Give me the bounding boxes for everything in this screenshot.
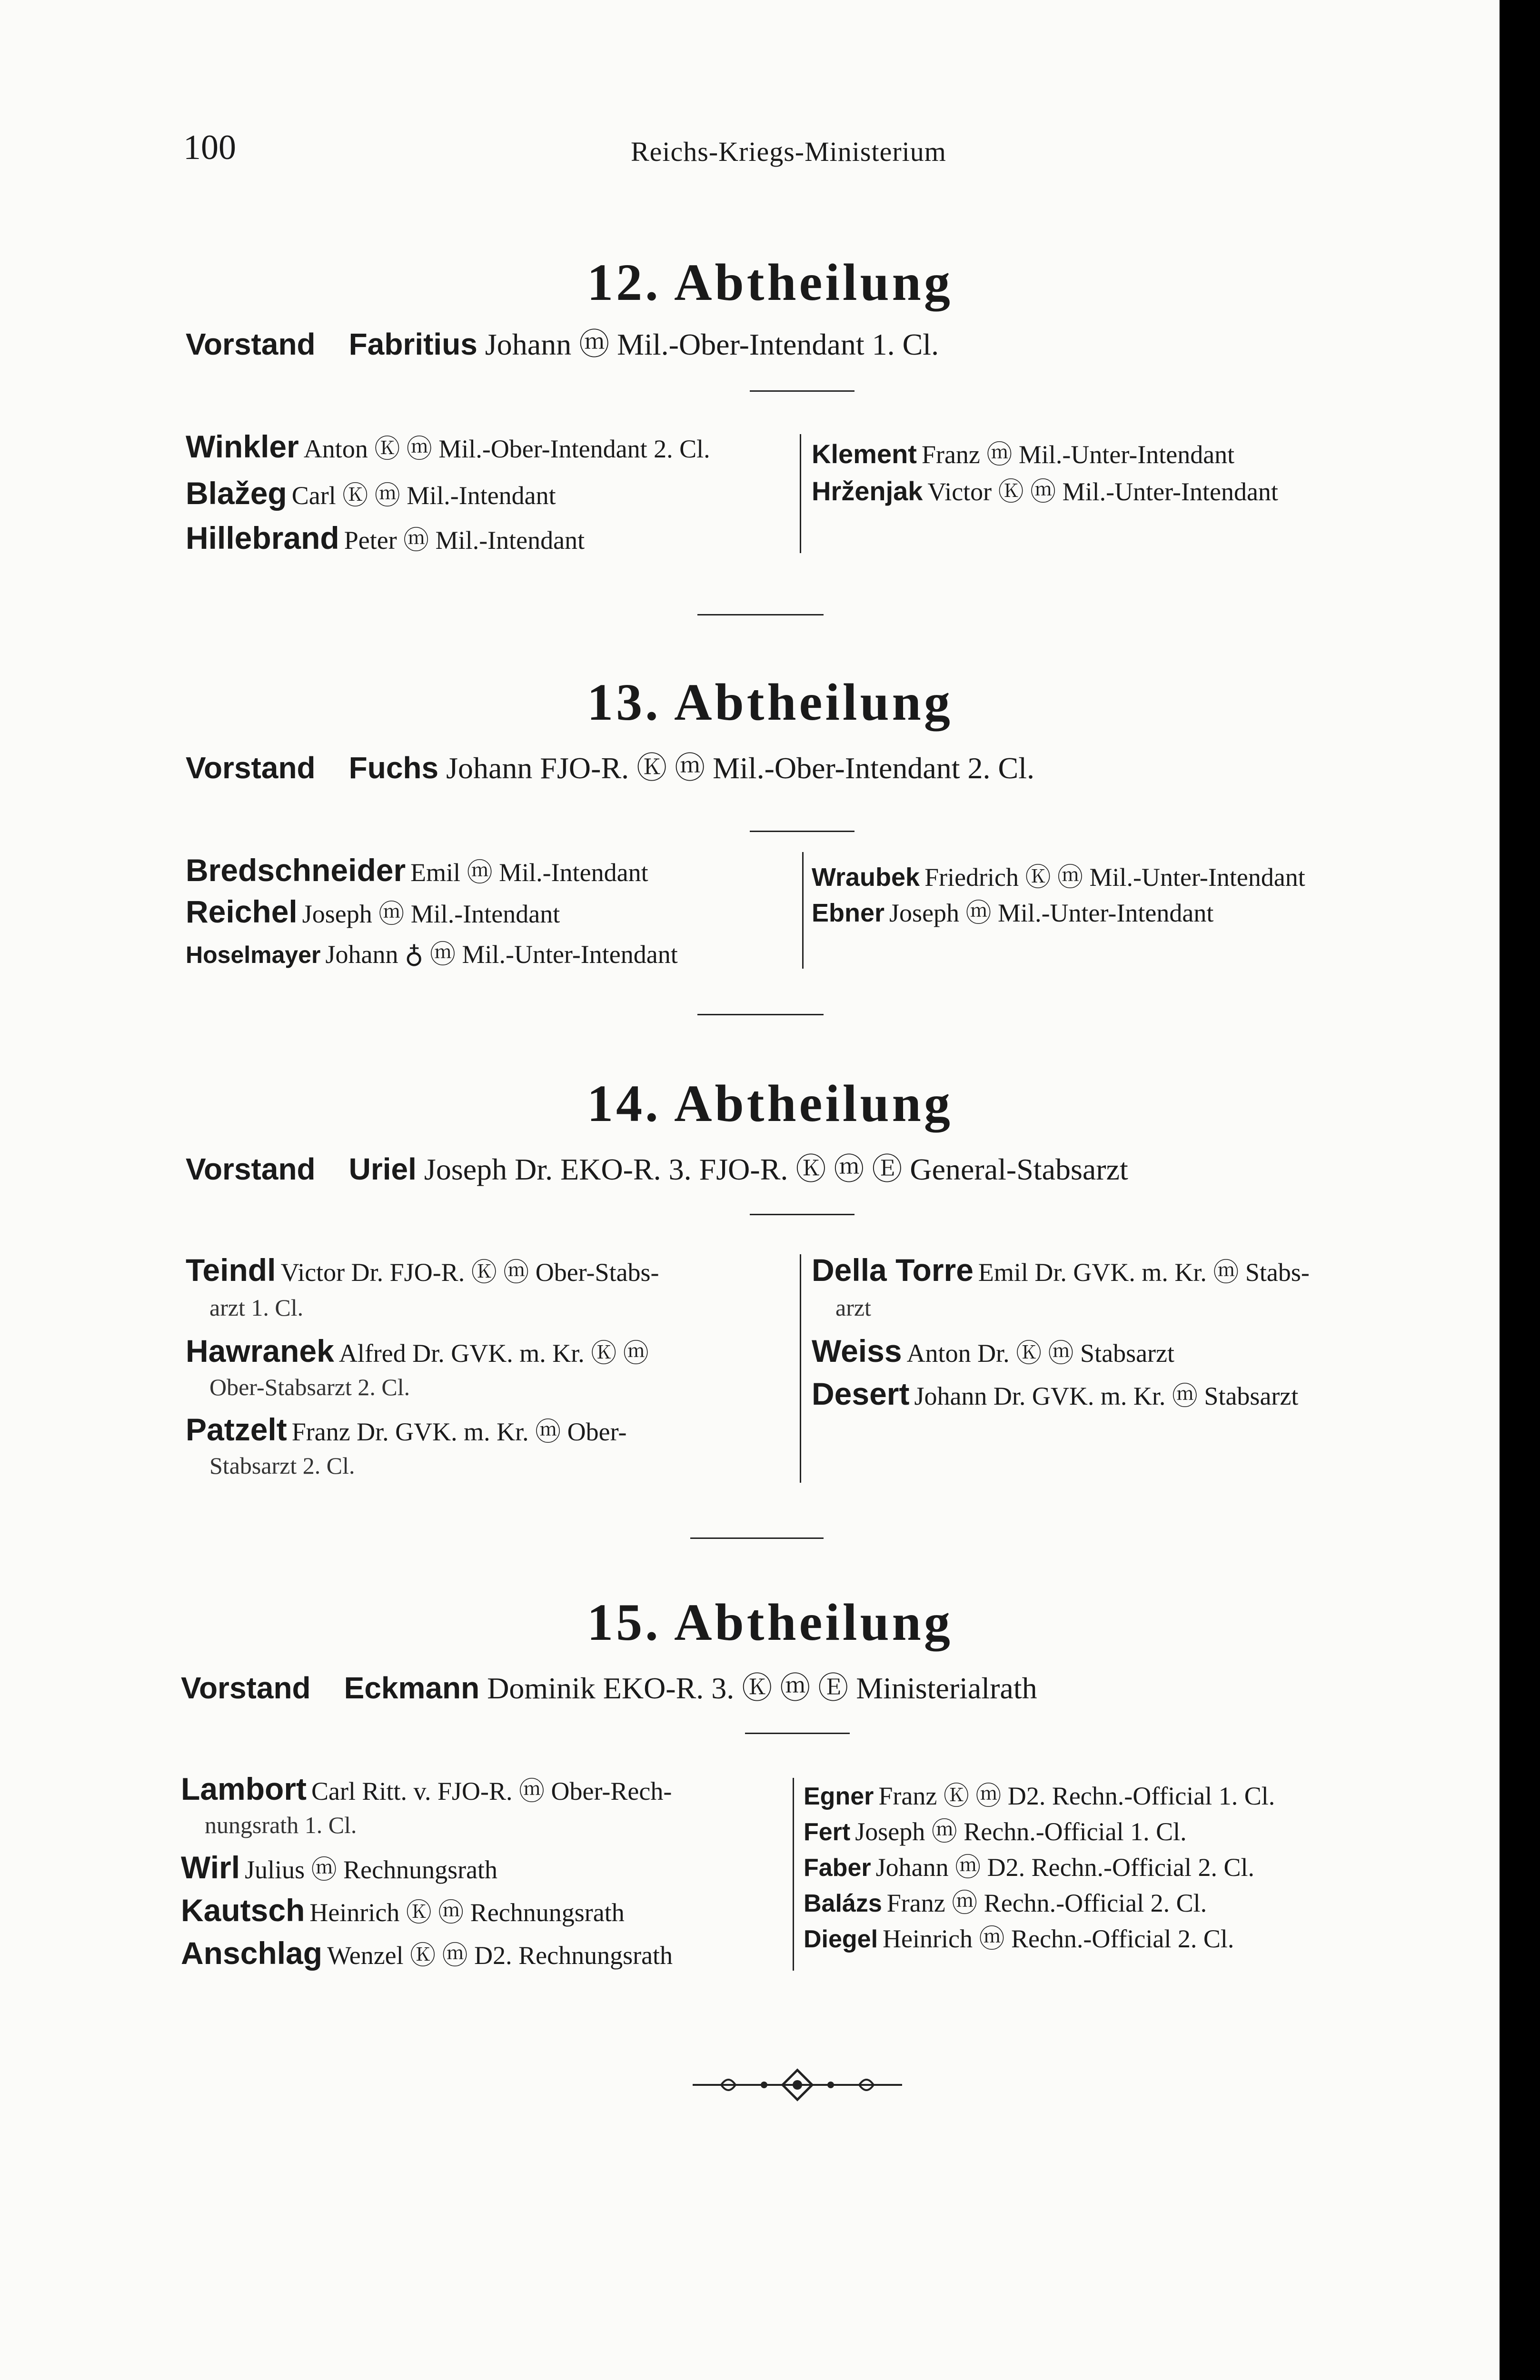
section-title: 15. Abtheilung <box>587 1593 953 1651</box>
ornament-icon <box>693 2066 902 2104</box>
entry: Patzelt Franz Dr. GVK. m. Kr. ⓜ Ober- <box>186 1412 627 1447</box>
entry-continuation: Stabsarzt 2. Cl. <box>209 1452 355 1479</box>
entry: Wraubek Friedrich Ⓚ ⓜ Mil.-Unter-Intendant <box>812 863 1305 892</box>
divider <box>745 1733 850 1734</box>
section-head <box>181 1664 1037 1707</box>
head-details: Joseph Dr. EKO-R. 3. FJO-R. Ⓚ ⓜ Ⓔ General-Stabsarzt <box>424 1152 1128 1186</box>
vorstand-label: Vorstand <box>186 327 316 361</box>
entry: Della Torre Emil Dr. GVK. m. Kr. ⓜ Stabs- <box>812 1252 1310 1288</box>
section-head <box>186 744 1034 787</box>
divider <box>697 614 824 615</box>
section-title: 12. Abtheilung <box>587 253 953 311</box>
head-name: Fabritius <box>348 327 477 361</box>
entry: Egner Franz Ⓚ ⓜ D2. Rechn.-Official 1. Cl. <box>804 1782 1275 1810</box>
divider <box>697 1014 824 1015</box>
column-divider <box>800 1254 801 1483</box>
column-divider <box>793 1778 794 1971</box>
entry: Balázs Franz ⓜ Rechn.-Official 2. Cl. <box>804 1889 1207 1917</box>
entry: Weiss Anton Dr. Ⓚ ⓜ Stabsarzt <box>812 1333 1175 1368</box>
section-head <box>186 320 939 364</box>
entry: Wirl Julius ⓜ Rechnungsrath <box>181 1850 498 1885</box>
head-name: Fuchs <box>348 751 439 785</box>
page-number: 100 <box>183 128 236 167</box>
divider <box>750 1214 854 1215</box>
entry: Anschlag Wenzel Ⓚ ⓜ D2. Rechnungsrath <box>181 1935 673 1971</box>
entry: Klement Franz ⓜ Mil.-Unter-Intendant <box>812 439 1235 469</box>
entry: Hoselmayer Johann ♁ ⓜ Mil.-Unter-Intendant <box>186 940 678 969</box>
head-details: Dominik EKO-R. 3. Ⓚ ⓜ Ⓔ Ministerialrath <box>487 1671 1037 1705</box>
divider <box>750 390 854 392</box>
entry: Kautsch Heinrich Ⓚ ⓜ Rechnungsrath <box>181 1893 625 1928</box>
divider <box>750 831 854 832</box>
vorstand-label: Vorstand <box>186 1152 316 1186</box>
head-name: Eckmann <box>344 1671 480 1705</box>
entry: Lambort Carl Ritt. v. FJO-R. ⓜ Ober-Rech- <box>181 1771 672 1806</box>
column-divider <box>802 852 804 969</box>
divider <box>690 1537 824 1539</box>
head-details: Johann FJO-R. Ⓚ ⓜ Mil.-Ober-Intendant 2. Cl. <box>446 751 1035 785</box>
section-title: 14. Abtheilung <box>587 1074 953 1132</box>
entry: Hillebrand Peter ⓜ Mil.-Intendant <box>186 520 585 555</box>
entry: Faber Johann ⓜ D2. Rechn.-Official 2. Cl. <box>804 1853 1254 1882</box>
entry-continuation: Ober-Stabsarzt 2. Cl. <box>209 1374 410 1400</box>
running-title: Reichs-Kriegs-Ministerium <box>631 136 946 167</box>
entry: Blažeg Carl Ⓚ ⓜ Mil.-Intendant <box>186 476 556 511</box>
entry: Winkler Anton Ⓚ ⓜ Mil.-Ober-Intendant 2. Cl. <box>186 429 710 464</box>
column-divider <box>800 434 801 553</box>
entry-continuation: arzt 1. Cl. <box>209 1294 304 1321</box>
section-head <box>186 1145 1128 1189</box>
entry: Hrženjak Victor Ⓚ ⓜ Mil.-Unter-Intendant <box>812 476 1278 506</box>
entry: Ebner Joseph ⓜ Mil.-Unter-Intendant <box>812 899 1214 927</box>
entry-continuation: nungsrath 1. Cl. <box>205 1812 357 1838</box>
entry-continuation: arzt <box>835 1294 871 1321</box>
head-name: Uriel <box>348 1152 417 1186</box>
entry: Bredschneider Emil ⓜ Mil.-Intendant <box>186 853 648 888</box>
entry: Hawranek Alfred Dr. GVK. m. Kr. Ⓚ ⓜ <box>186 1333 649 1368</box>
section-title: 13. Abtheilung <box>587 673 953 731</box>
entry: Reichel Joseph ⓜ Mil.-Intendant <box>186 894 560 929</box>
vorstand-label: Vorstand <box>186 751 316 785</box>
head-details: Johann ⓜ Mil.-Ober-Intendant 1. Cl. <box>485 327 939 361</box>
vorstand-label: Vorstand <box>181 1671 311 1705</box>
entry: Desert Johann Dr. GVK. m. Kr. ⓜ Stabsarzt <box>812 1376 1299 1411</box>
entry: Teindl Victor Dr. FJO-R. Ⓚ ⓜ Ober-Stabs- <box>186 1252 659 1288</box>
entry: Diegel Heinrich ⓜ Rechn.-Official 2. Cl. <box>804 1924 1234 1953</box>
entry: Fert Joseph ⓜ Rechn.-Official 1. Cl. <box>804 1817 1187 1846</box>
